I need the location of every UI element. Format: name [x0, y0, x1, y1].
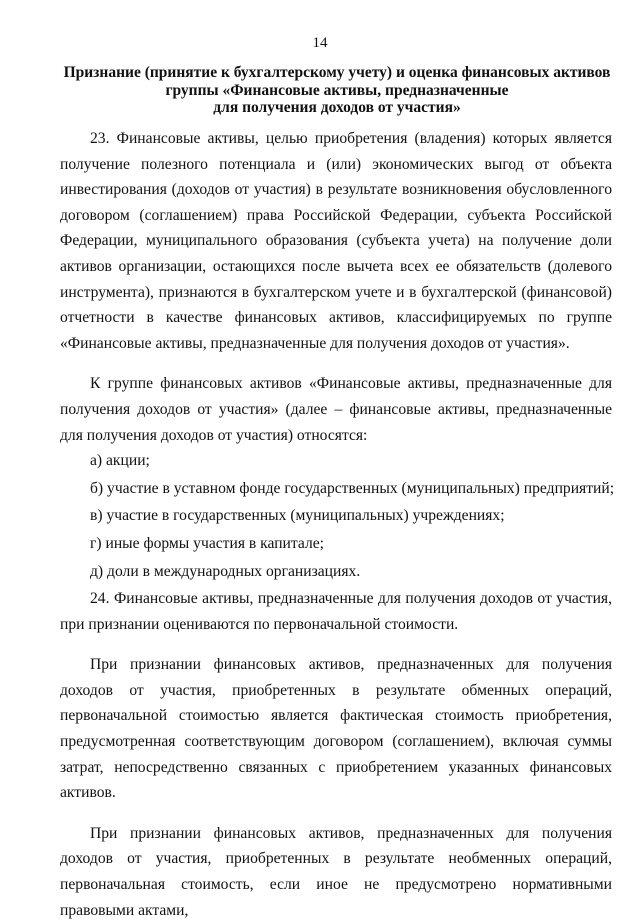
section-heading — [60, 64, 614, 117]
paragraph-nonexchange-operations: При признании финансовых активов, предназначенных для получения доходов от участия, приобретенных в результате необменных операций, первоначальная стоимость, если иное не предусмотрено нормативными правовыми актами, — [60, 824, 612, 919]
paragraph-group-intro: К группе финансовых активов «Финансовые активы, предназначенные для получения доходов от участия» (далее – финансовые активы, предназначенные для получения доходов от участия) относятся: — [60, 375, 612, 444]
list-item: б) участие в уставном фонде государственных (муниципальных) предприятий; — [90, 479, 615, 497]
paragraph-exchange-operations: При признании финансовых активов, предназначенных для получения доходов от участия, приобретенных в результате обменных операций, первоначальной стоимостью является фактическая стоимость приобретения, предусмотренная соответствующим договором (соглашением), включая суммы затрат, непосредственно связанных с приобретением указанных финансовых активов. — [60, 656, 612, 802]
section-heading-line-2: группы «Финансовые активы, предназначенные — [165, 81, 509, 99]
list-item: д) доли в международных организациях. — [90, 562, 361, 580]
list-item: а) акции; — [90, 452, 150, 470]
paragraph-23: 23. Финансовые активы, целью приобретения (владения) которых является получение полезного потенциала и (или) экономических выгод от объекта инвестирования (доходов от участия) в результате возникновения обусловленного договором (соглашением) права Российской Федерации, субъекта Российской Федерации, муниципального образования (субъекта учета) на получение доли активов организации, остающихся после вычета всех ее обязательств (долевого инструмента), признаются в бухгалтерском учете и в бухгалтерской (финансовой) отчетности в качестве финансовых активов, классифицируемых по группе «Финансовые активы, предназначенные для получения доходов от участия». — [60, 130, 612, 352]
list-item: в) участие в государственных (муниципальных) учреждениях; — [90, 507, 505, 525]
section-heading-line-1: Признание (принятие к бухгалтерскому учету) и оценка финансовых активов — [63, 64, 611, 81]
list-item: г) иные формы участия в капитале; — [90, 534, 324, 552]
document-body — [60, 126, 615, 923]
page-number: 14 — [312, 35, 328, 51]
section-heading-line-3: для получения доходов от участия» — [213, 99, 461, 116]
asset-list — [60, 448, 615, 584]
paragraph-24: 24. Финансовые активы, предназначенные для получения доходов от участия, при признании оцениваются по первоначальной стоимости. — [60, 590, 612, 633]
